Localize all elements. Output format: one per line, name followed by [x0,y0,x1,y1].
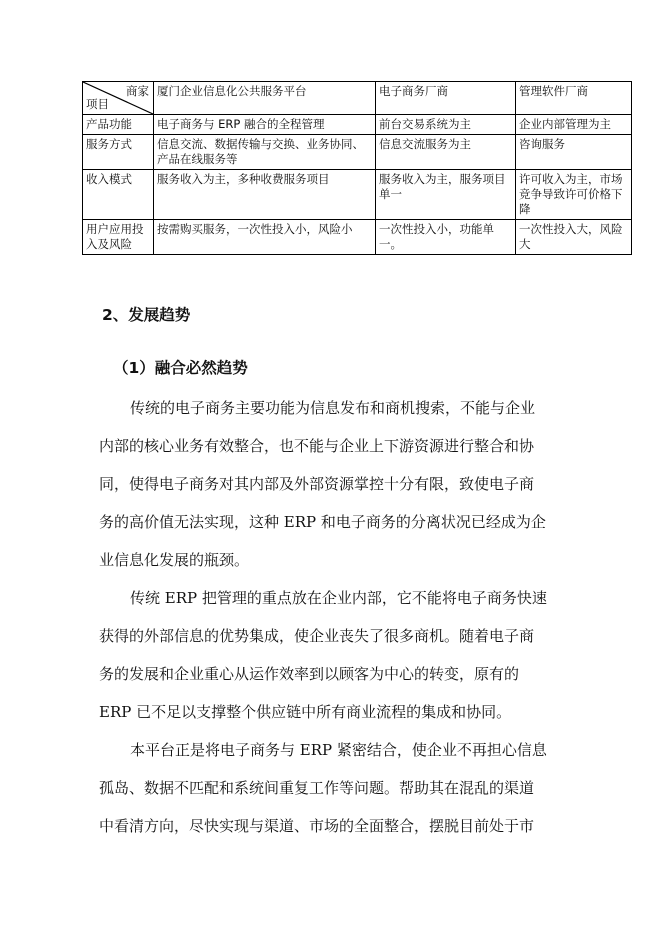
paragraph-line: 传统的电子商务主要功能为信息发布和商机搜索，不能与企业 [130,399,536,417]
paragraph-line: 务的高价值无法实现，这种 ERP 和电子商务的分离状况已经成为企 [99,513,546,531]
paragraph-line: 孤岛、数据不匹配和系统间重复工作等问题。帮助其在混乱的渠道 [99,779,535,797]
corner-label-item: 项目 [86,97,109,111]
table-row [83,220,632,255]
paragraph-line: ERP 已不足以支撑整个供应链中所有商业流程的集成和协同。 [99,703,512,721]
table-cell: 信息交流、数据传输与交换、业务协同、产品在线服务等 [154,135,376,170]
column-header: 电子商务厂商 [376,82,516,115]
table-corner-cell [83,82,154,115]
comparison-table [82,81,632,255]
paragraph-line: 传统 ERP 把管理的重点放在企业内部，它不能将电子商务快速 [130,589,547,607]
table-cell: 企业内部管理为主 [516,115,632,135]
paragraph-line: 同，使得电子商务对其内部及外部资源掌控十分有限，致使电子商 [99,475,535,493]
paragraph-line: 获得的外部信息的优势集成，使企业丧失了很多商机。随着电子商 [99,627,535,645]
paragraph [99,579,559,731]
table-cell: 一次性投入小，功能单一。 [376,220,516,255]
table-header-row [83,82,632,115]
table-row [83,135,632,170]
table-cell: 按需购买服务，一次性投入小，风险小 [154,220,376,255]
table-cell: 一次性投入大，风险大 [516,220,632,255]
row-label: 产品功能 [83,115,154,135]
corner-label-merchant: 商家 [126,84,149,98]
table-row [83,170,632,220]
row-label: 收入模式 [83,170,154,220]
paragraph-line: 业信息化发展的瓶颈。 [99,551,250,569]
table-cell: 许可收入为主，市场竞争导致许可价格下降 [516,170,632,220]
section-heading: 2、发展趋势 [102,306,191,324]
row-label: 用户应用投入及风险 [83,220,154,255]
paragraph-line: 务的发展和企业重心从运作效率到以顾客为中心的转变，原有的 [99,665,520,683]
table-cell: 信息交流服务为主 [376,135,516,170]
paragraph-line: 内部的核心业务有效整合，也不能与企业上下游资源进行整合和协 [99,437,535,455]
subsection-heading: （1）融合必然趋势 [113,359,248,377]
table-row [83,115,632,135]
table-cell: 服务收入为主，服务项目单一 [376,170,516,220]
paragraph [99,389,559,579]
table-cell: 咨询服务 [516,135,632,170]
row-label: 服务方式 [83,135,154,170]
table-cell: 前台交易系统为主 [376,115,516,135]
table-cell: 服务收入为主，多种收费服务项目 [154,170,376,220]
paragraph-line: 本平台正是将电子商务与 ERP 紧密结合，使企业不再担心信息 [130,741,547,759]
paragraph-line: 中看清方向，尽快实现与渠道、市场的全面整合，摆脱目前处于市 [99,817,535,835]
column-header: 厦门企业信息化公共服务平台 [154,82,376,115]
table-cell: 电子商务与 ERP 融合的全程管理 [154,115,376,135]
column-header: 管理软件厂商 [516,82,632,115]
paragraph [99,731,559,845]
